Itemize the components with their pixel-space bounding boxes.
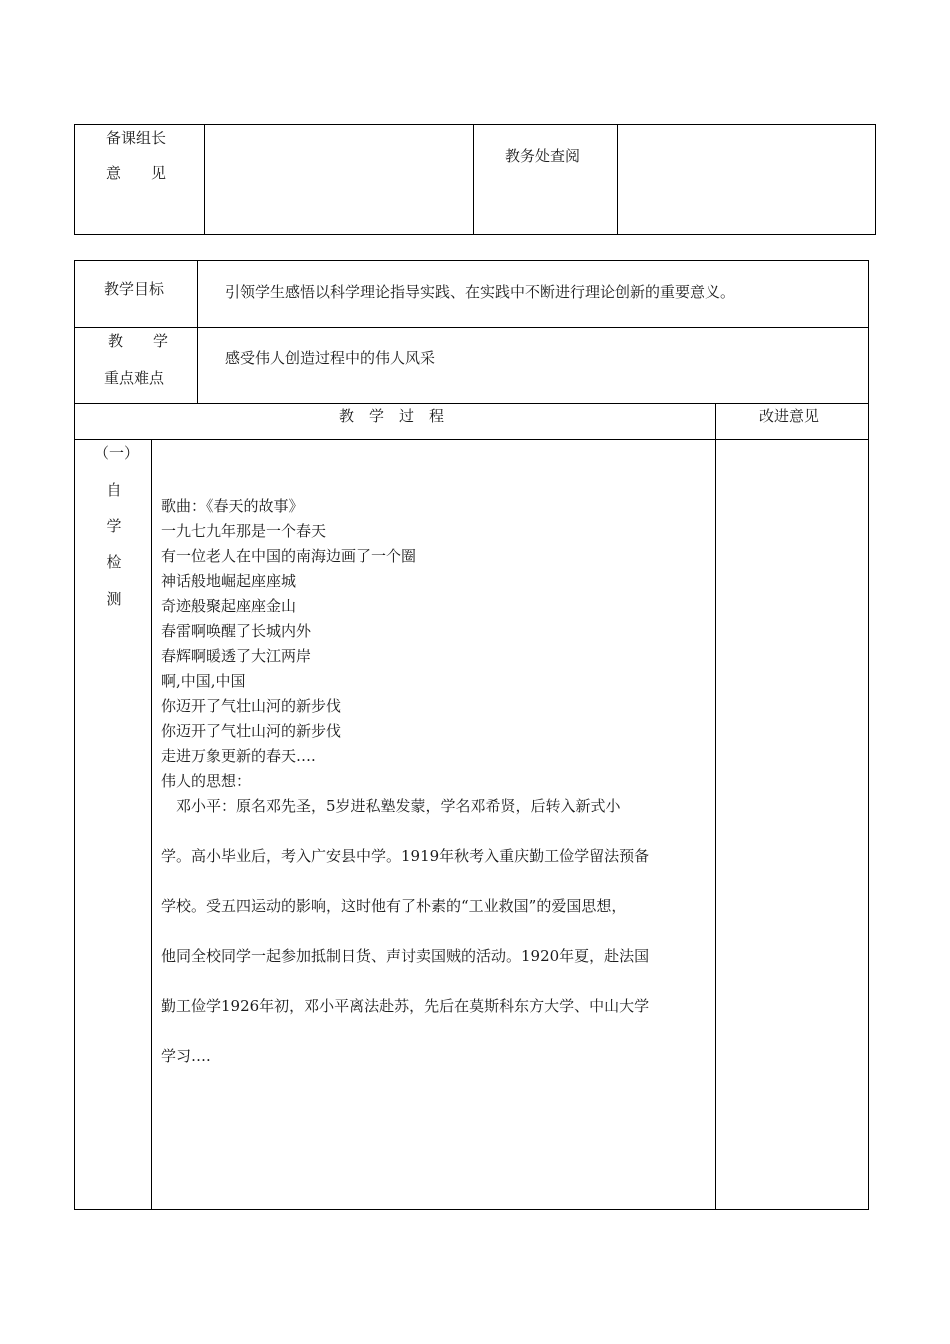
objective-label: 教学目标: [104, 280, 165, 298]
song-line: 神话般地崛起座座城: [161, 572, 297, 590]
section-number: （一）: [94, 444, 140, 462]
biography-line: 他同全校同学一起参加抵制日货、声讨卖国贼的活动。1920年夏，赴法国: [161, 947, 650, 965]
section-column-divider: [151, 439, 152, 1210]
song-line: 啊,中国,中国: [161, 672, 246, 690]
leader-label-line2: 意 见: [106, 164, 167, 182]
song-line: 伟人的思想：: [161, 772, 252, 790]
row-divider: [74, 403, 869, 404]
song-line: 春雷啊唤醒了长城内外: [161, 622, 312, 640]
biography-line: 勤工俭学1926年初，邓小平离法赴苏，先后在莫斯科东方大学、中山大学: [161, 997, 650, 1015]
section-char: 检: [106, 553, 122, 571]
leader-opinion-field[interactable]: [206, 126, 471, 233]
song-line: 奇迹般聚起座座金山: [161, 597, 297, 615]
office-review-field[interactable]: [619, 126, 874, 233]
song-line: 有一位老人在中国的南海边画了一个圈: [161, 547, 417, 565]
objective-divider: [197, 260, 198, 403]
office-review-label: 教务处查阅: [505, 147, 581, 165]
process-header: 教 学 过 程: [339, 407, 445, 425]
biography-line: 学。高小毕业后，考入广安县中学。1919年秋考入重庆勤工俭学留法预备: [161, 847, 650, 865]
song-title: 歌曲：《春天的故事》: [161, 497, 304, 515]
top-table-divider: [473, 124, 474, 235]
song-line: 一九七九年那是一个春天: [161, 522, 327, 540]
objective-text: 引领学生感悟以科学理论指导实践、在实践中不断进行理论创新的重要意义。: [225, 283, 736, 301]
song-line: 你迈开了气壮山河的新步伐: [161, 722, 342, 740]
key-points-text: 感受伟人创造过程中的伟人风采: [225, 349, 436, 367]
leader-label-line1: 备课组长: [106, 129, 167, 147]
song-line: 你迈开了气壮山河的新步伐: [161, 697, 342, 715]
song-line: 春辉啊暖透了大江两岸: [161, 647, 312, 665]
key-points-label-line1: 教 学: [108, 332, 169, 350]
row-divider: [74, 439, 869, 440]
song-line: 走进万象更新的春天….: [161, 747, 316, 765]
biography-paragraph: [161, 796, 711, 1096]
row-divider: [74, 327, 869, 328]
improvement-notes-field[interactable]: [717, 441, 867, 1208]
section-char: 学: [106, 517, 122, 535]
biography-line: 学习….: [161, 1047, 211, 1065]
key-points-label-line2: 重点难点: [104, 369, 165, 387]
improve-header: 改进意见: [759, 407, 820, 425]
biography-line: 学校。受五四运动的影响，这时他有了朴素的“工业救国”的爱国思想，: [161, 897, 627, 915]
top-table-divider: [204, 124, 205, 235]
section-char: 测: [106, 590, 122, 608]
biography-line: 邓小平：原名邓先圣，5岁进私塾发蒙，学名邓希贤，后转入新式小: [161, 797, 621, 815]
section-char: 自: [106, 481, 122, 499]
improve-column-divider: [715, 403, 716, 1210]
top-table-divider: [617, 124, 618, 235]
